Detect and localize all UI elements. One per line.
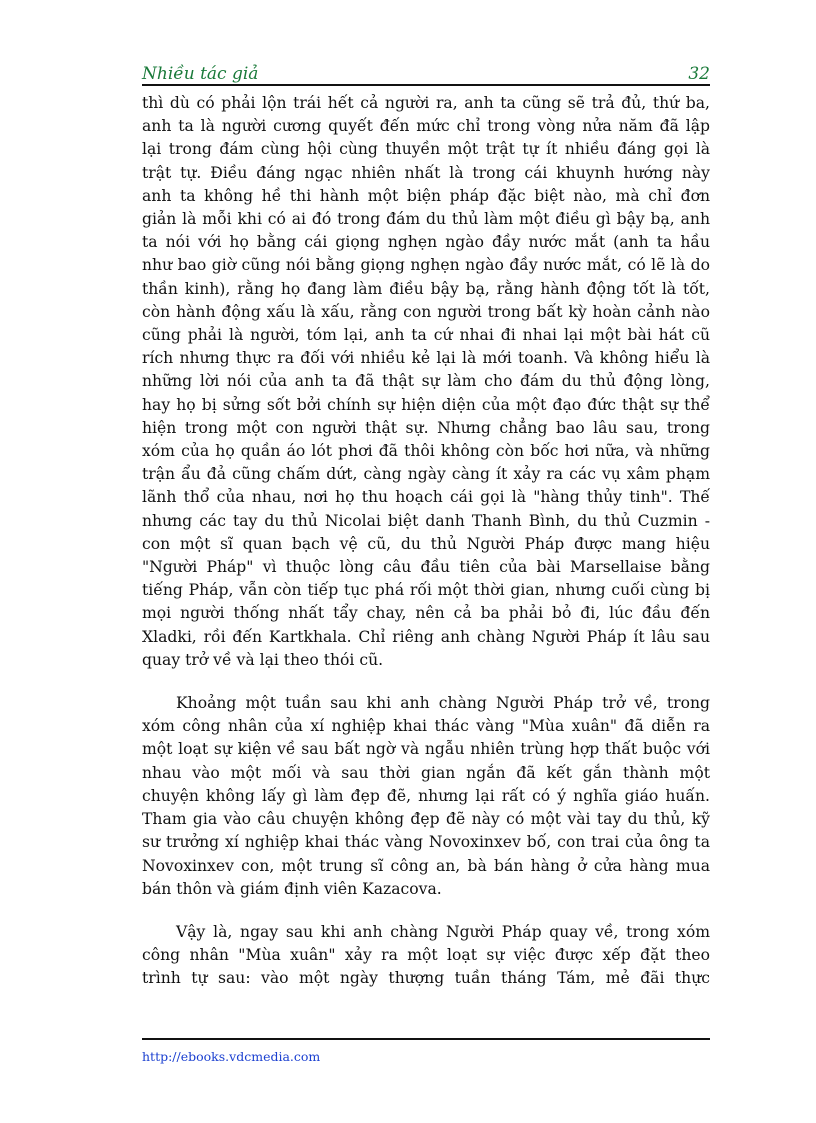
paragraph <box>142 921 710 991</box>
text-line: con một sĩ quan bạch vệ cũ, du thủ Người Pháp được mang hiệu <box>142 534 710 553</box>
body-text <box>142 92 710 991</box>
text-line: trận ẩu đả cũng chấm dứt, càng ngày càng ít xảy ra các vụ xâm phạm <box>142 465 710 484</box>
text-line: hay họ bị sửng sốt bởi chính sự hiện diện của một đạo đức thật sự thể <box>142 395 710 414</box>
text-line: còn hành động xấu là xấu, rằng con người trong bất kỳ hoàn cảnh nào <box>142 302 710 321</box>
text-line: công nhân "Mùa xuân" xảy ra một loạt sự việc được xếp đặt theo <box>142 946 710 965</box>
paragraph <box>142 692 710 901</box>
text-line: Xladki, rồi đến Kartkhala. Chỉ riêng anh chàng Người Pháp ít lâu sau <box>142 627 710 646</box>
text-line: quay trở về và lại theo thói cũ. <box>142 650 384 669</box>
text-line: "Người Pháp" vì thuộc lòng câu đầu tiên của bài Marsellaise bằng <box>142 558 710 577</box>
text-line: tiếng Pháp, vẫn còn tiếp tục phá rối một thời gian, nhưng cuối cùng bị <box>142 581 710 600</box>
text-line: cũng phải là người, tóm lại, anh ta cứ nhai đi nhai lại một bài hát cũ <box>142 326 710 345</box>
text-line: thần kinh), rằng họ đang làm điều bậy bạ, rằng hành động tốt là tốt, <box>142 279 710 298</box>
text-line: Vậy là, ngay sau khi anh chàng Người Pháp quay về, trong xóm <box>176 922 710 941</box>
text-line: một loạt sự kiện về sau bất ngờ và ngẫu nhiên trùng hợp thất buộc với <box>142 740 710 759</box>
text-line: Tham gia vào câu chuyện không đẹp đẽ này có một vài tay du thủ, kỹ <box>142 810 710 829</box>
text-line: anh ta không hề thi hành một biện pháp đặc biệt nào, mà chỉ đơn <box>142 186 710 205</box>
text-line: thì dù có phải lộn trái hết cả người ra, anh ta cũng sẽ trả đủ, thứ ba, <box>142 94 710 112</box>
paragraph <box>142 92 710 672</box>
text-line: hiện trong một con người thật sự. Nhưng chẳng bao lâu sau, trong <box>142 418 710 437</box>
text-line: xóm của họ quần áo lót phơi đã thôi không còn bốc hơi nữa, và những <box>142 442 710 461</box>
text-line: lại trong đám cùng hội cùng thuyền một trật tự ít nhiều đáng gọi là <box>142 140 710 159</box>
page-number: 32 <box>688 64 710 84</box>
page-footer <box>142 1038 710 1065</box>
text-line: rích nhưng thực ra đối với nhiều kẻ lại là mới toanh. Và không hiểu là <box>142 349 710 368</box>
text-line: bán thôn và giám định viên Kazacova. <box>142 879 442 898</box>
text-line: nhưng các tay du thủ Nicolai biệt danh Thanh Bình, du thủ Cuzmin - <box>142 511 710 530</box>
text-line: Novoxinxev con, một trung sĩ công an, bà bán hàng ở cửa hàng mua <box>142 856 710 875</box>
text-line: xóm công nhân của xí nghiệp khai thác vàng "Mùa xuân" đã diễn ra <box>142 717 710 736</box>
text-line: như bao giờ cũng nói bằng giọng nghẹn ngào đầy nước mắt, có lẽ là do <box>142 256 710 275</box>
footer-link[interactable]: http://ebooks.vdcmedia.com <box>142 1049 321 1064</box>
text-line: anh ta là người cương quyết đến mức chỉ trong vòng nửa năm đã lập <box>142 117 710 136</box>
text-line: giản là mỗi khi có ai đó trong đám du thủ làm một điều gì bậy bạ, anh <box>142 210 710 229</box>
paragraph-gap <box>142 901 710 921</box>
header-title: Nhiều tác giả <box>142 64 259 84</box>
text-line: những lời nói của anh ta đã thật sự làm cho đám du thủ động lòng, <box>142 372 710 391</box>
text-line: ta nói với họ bằng cái giọng nghẹn ngào đầy nước mắt (anh ta hầu <box>142 233 710 252</box>
text-line: Khoảng một tuần sau khi anh chàng Người Pháp trở về, trong <box>176 694 710 713</box>
paragraph-gap <box>142 672 710 692</box>
text-line: trình tự sau: vào một ngày thượng tuần tháng Tám, mẻ đãi thực <box>142 969 710 988</box>
text-line: nhau vào một mối và sau thời gian ngắn đã kết gắn thành một <box>142 763 710 782</box>
text-line: lãnh thổ của nhau, nơi họ thu hoạch cái gọi là "hàng thủy tinh". Thế <box>142 488 710 507</box>
text-line: sư trưởng xí nghiệp khai thác vàng Novoxinxev bố, con trai của ông ta <box>142 833 710 852</box>
text-line: trật tự. Điều đáng ngạc nhiên nhất là trong cái khuynh hướng này <box>142 163 710 182</box>
text-line: mọi người thống nhất tẩy chay, nên cả ba phải bỏ đi, lúc đầu đến <box>142 604 710 623</box>
text-line: chuyện không lấy gì làm đẹp đẽ, nhưng lại rất có ý nghĩa giáo huấn. <box>142 786 710 805</box>
page-header <box>142 62 710 86</box>
